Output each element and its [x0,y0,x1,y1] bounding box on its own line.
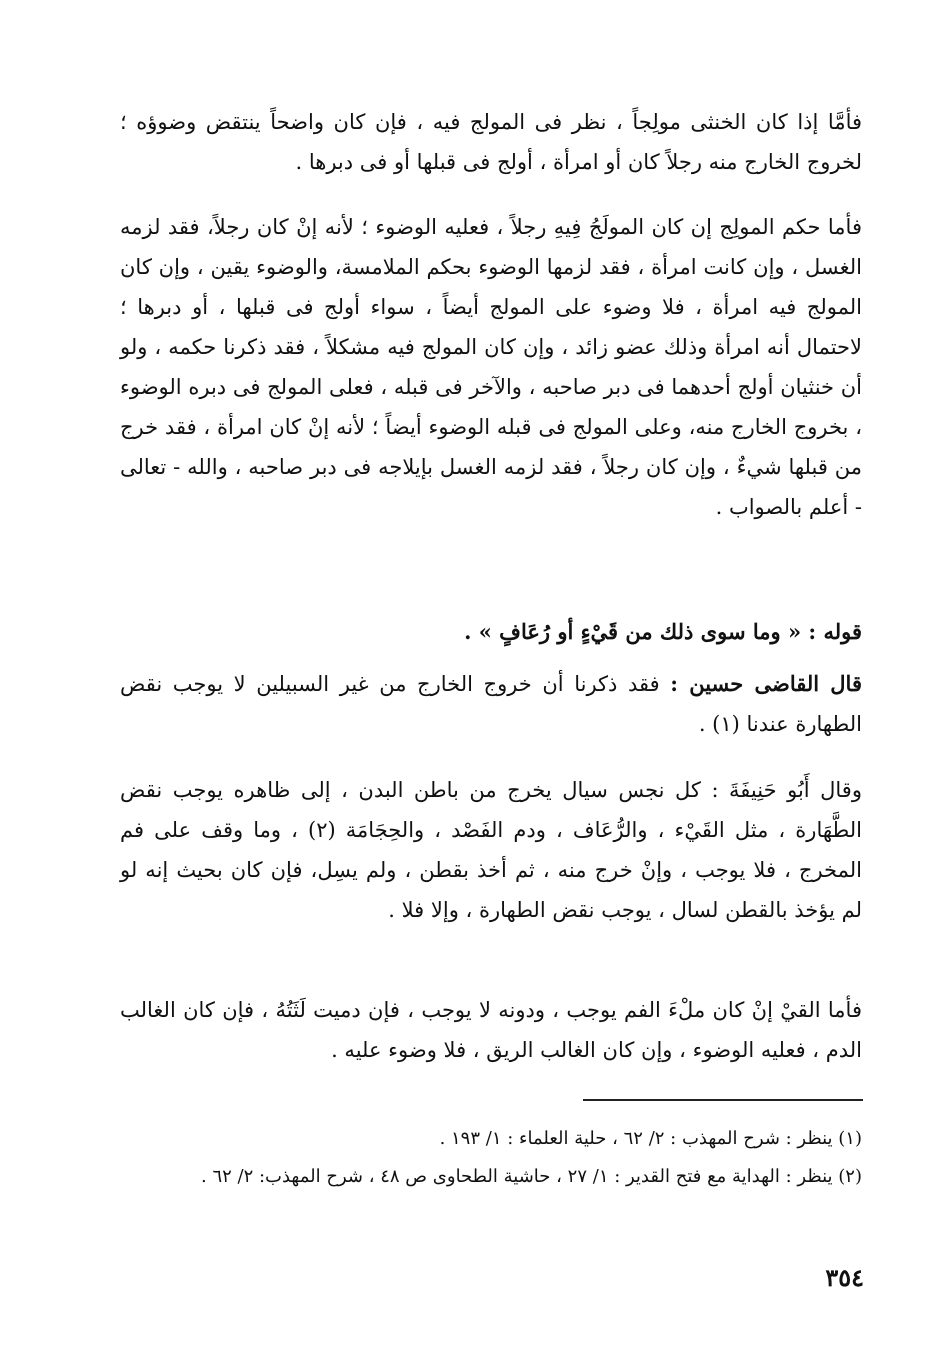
footnote-2: (٢) ينظر : الهداية مع فتح القدير : ١/ ٢٧ ، حاشية الطحاوى ص ٤٨ ، شرح المهذب: ٢/ ٦٢ . [200,1166,862,1187]
paragraph-vomit: فأما القيْ إنْ كان ملْءَ الفم يوجب ، ودونه لا يوجب ، فإن دميت لَثَتُهُ ، فإن كان الغالب الدم ، فعليه الوضوء ، وإن كان الغالب الريق ، فلا وضوء عليه . [120,998,862,1062]
section-heading-quote: قوله : « وما سوى ذلك من قَيْءٍ أو رُعَافٍ » . [464,619,862,644]
paragraph-qadi-husayn [120,664,862,744]
paragraph-body: فقد ذكرنا أن خروج الخارج من غير السبيلين لا يوجب نقض الطهارة عندنا (١) . [120,672,862,736]
page-number: ٣٥٤ [825,1263,864,1292]
footnote-divider [583,1099,863,1101]
paragraph-abu-hanifa: وقال أَبُو حَنِيفَةَ : كل نجس سيال يخرج من باطن البدن ، إلى ظاهره يوجب نقض الطَّهَارة ، مثل القَيْء ، والرُّعَاف ، ودم الفَصْد ، والحِجَامَة (٢) ، وما وقف على فم المخرج ، فلا يوجب ، وإنْ خرج منه ، ثم أخذ بقطن ، ولم يسِل، فإن كان بحيث إنه لو لم يؤخذ بالقطن لسال ، يوجب نقض الطهارة ، وإلا فلا . [120,778,862,922]
paragraph-2: فأما حكم المولِج إن كان المولَجُ فِيهِ رجلاً ، فعليه الوضوء ؛ لأنه إنْ كان رجلاً، فقد لزمه الغسل ، وإن كانت امرأة ، فقد لزمها الوضوء بحكم الملامسة، والوضوء يقين ، وإن كان المولج فيه امرأة ، فلا وضوء على المولج أيضاً ، سواء أولج فى قبلها ، أو دبرها ؛ لاحتمال أنه امرأة وذلك عضو زائد ، وإن كان المولج فيه مشكلاً ، فقد ذكرنا حكمه ، ولو أن خنثيان أولج أحدهما فى دبر صاحبه ، والآخر فى قبله ، فعلى المولج فى دبره الوضوء ، بخروج الخارج منه، وعلى المولج فى قبله الوضوء أيضاً ؛ لأنه إنْ كان امرأة ، فقد خرج من قبلها شيءٌ ، وإن كان رجلاً ، فقد لزمه الغسل بإيلاجه فى دبر صاحبه ، والله - تعالى - أعلم بالصواب . [120,215,862,519]
footnote-1: (١) ينظر : شرح المهذب : ٢/ ٦٢ ، حلية العلماء : ١/ ١٩٣ . [439,1128,862,1149]
speaker-lead: قال القاضى حسين : [670,671,862,696]
paragraph-1: فأمَّا إذا كان الخنثى مولِجاً ، نظر فى المولج فيه ، فإن كان واضحاً ينتقض وضوؤه ؛ لخروج الخارج منه رجلاً كان أو امرأة ، أولج فى قبلها أو فى دبرها . [120,110,862,174]
